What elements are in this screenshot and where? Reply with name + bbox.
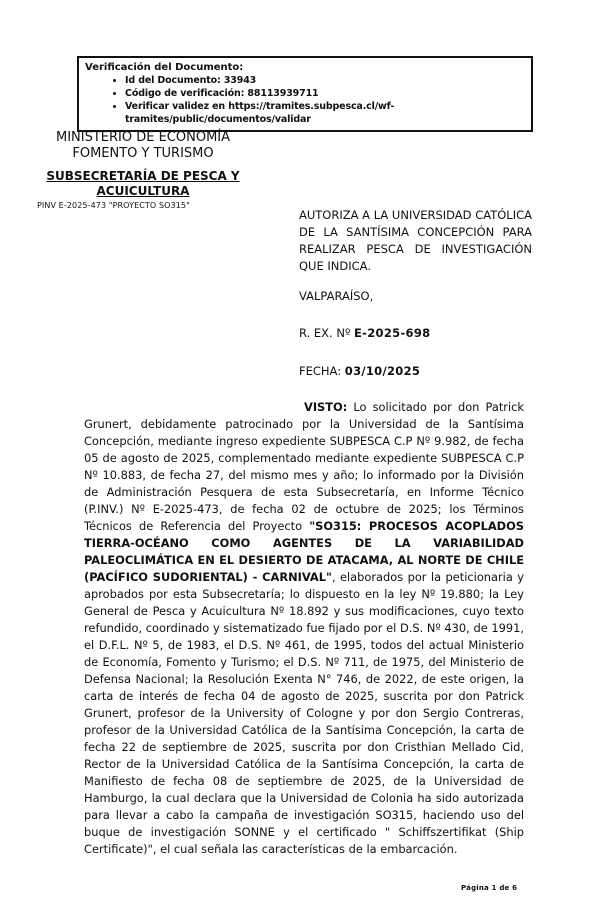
bold-text-run: VISTO: (304, 400, 348, 414)
ministry-name-line1: MINISTERIO DE ECONOMÍA (55, 130, 231, 145)
letterhead (35, 130, 251, 199)
resolution-number-label: R. EX. Nº (299, 326, 355, 340)
verification-item: • Id del Documento: 33943 (125, 74, 525, 87)
resolution-date-label: FECHA: (299, 364, 345, 378)
verification-item: • Código de verificación: 88113939711 (125, 87, 525, 100)
verification-title: Verificación del Documento: (85, 62, 244, 73)
resolution-date (299, 364, 420, 378)
verification-box (77, 56, 533, 132)
text-run: Lo solicitado por don Patrick Grunert, debidamente patrocinado por la Universidad de la Santísima Concepción, mediante ingreso expediente SUBPESCA C.P Nº 9.982, de fecha 05 de agosto de 2025, complementado mediante expediente SUBPESCA C.P Nº 10.883, de fecha 27, del mismo mes y año; lo informado por la División de Administración Pesquera de esta Subsecretaría, en Informe Técnico (P.INV.) Nº E-2025-473, de fecha 02 de octubre de 2025; los Términos Técnicos de Referencia del Proyecto (84, 400, 524, 533)
city-line: VALPARAÍSO, (299, 289, 374, 303)
bold-text-run: "SO315: PROCESOS ACOPLADOS TIERRA-OCÉANO COMO AGENTES DE LA VARIABILIDAD PALEOCLIMÁTICA EN EL DESIERTO DE ATACAMA, AL NORTE DE CHILE (PACÍFICO SUDORIENTAL) - CARNIVAL" (84, 519, 524, 584)
visto-paragraph (84, 399, 524, 858)
page-number: Página 1 de 6 (461, 884, 518, 892)
verification-list (85, 74, 525, 126)
text-run: , elaborados por la peticionaria y aprobados por esta Subsecretaría; lo dispuesto en la ley Nº 19.880; la Ley General de Pesca y Acuicultura Nº 18.892 y sus modificaciones, cuyo texto refundido, coordinado y sistematizado fue fijado por el D.S. Nº 430, de 1991, el D.F.L. Nº 5, de 1983, el D.S. Nº 461, de 1995, todos del actual Ministerio de Economía, Fomento y Turismo; el D.S. Nº 711, de 1975, del Ministerio de Defensa Nacional; la Resolución Exenta N° 746, de 2022, de este origen, la carta de interés de fecha 04 de agosto de 2025, suscrita por don Patrick Grunert, profesor de la University of Cologne y por don Sergio Contreras, profesor de la Universidad Católica de la Santísima Concepción, la carta de fecha 22 de septiembre de 2025, suscrita por don Cristhian Mellado Cid, Rector de la Universidad Católica de la Santísima Concepción, la carta de Manifiesto de fecha 08 de septiembre de 2025, de la Universidad de Hamburgo, la cual declara que la Universidad de Colonia ha sido autorizada para llevar a cabo la campaña de investigación SO315, haciendo uso del buque de investigación SONNE y el certificado " Schiffszertifikat (Ship Certificate)", el cual señala las características de la embarcación. (84, 570, 525, 856)
resolution-number (299, 326, 430, 340)
resolution-subject: AUTORIZA A LA UNIVERSIDAD CATÓLICA DE LA SANTÍSIMA CONCEPCIÓN PARA REALIZAR PESCA DE INVESTIGACIÓN QUE INDICA. (299, 208, 532, 273)
ministry-name-line2: FOMENTO Y TURISMO (72, 146, 214, 161)
resolution-number-value: E-2025-698 (354, 326, 431, 340)
resolution-date-value: 03/10/2025 (344, 364, 421, 378)
file-reference: PINV E-2025-473 "PROYECTO SO315" (37, 201, 190, 210)
verification-item: • Verificar validez en https://tramites.subpesca.cl/wf-tramites/public/documentos/validar (125, 100, 525, 126)
subsecretary-name: SUBSECRETARÍA DE PESCA Y ACUICULTURA (46, 169, 240, 198)
